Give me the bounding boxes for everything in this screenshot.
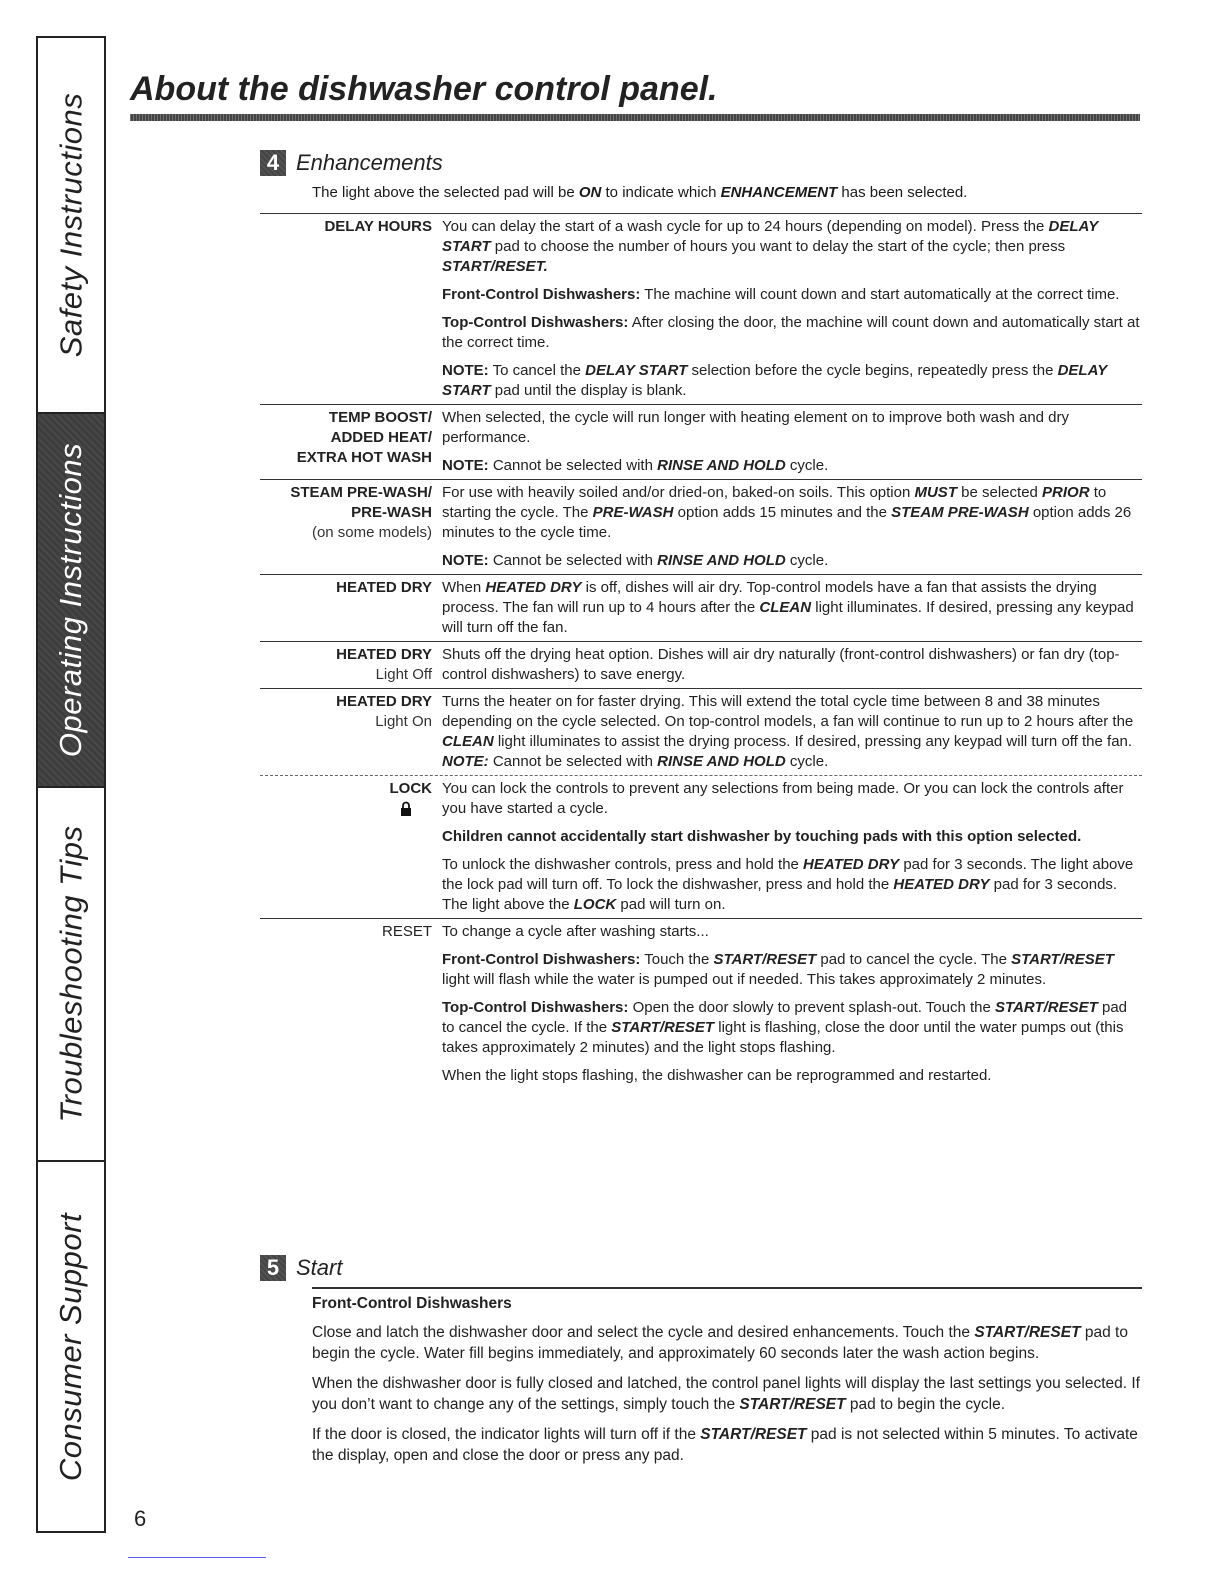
emphasis: PRIOR [1042,484,1090,501]
label: Front-Control Dishwashers: [442,286,641,303]
text: Close and latch the dishwasher door and select the cycle and desired enhancements. Touch the [312,1324,975,1341]
paragraph [442,578,1142,638]
text: For use with heavily soiled and/or dried-on, baked-on soils. This option [442,484,915,501]
enhancement-row-heated-dry [260,574,1142,641]
label: NOTE: [442,362,489,379]
emphasis: START/RESET [974,1324,1081,1341]
term [260,692,442,772]
text: pad to cancel the cycle. The [816,951,1012,968]
term [260,645,442,685]
text: light will flash while the water is pumped out if needed. This takes approximately 2 minutes. [442,971,1047,988]
text: After closing the door, the machine will count down and automatically start at the correct time. [442,314,1140,351]
paragraph [442,456,1142,476]
paragraph [442,483,1142,543]
definition [442,217,1142,401]
section-5-body [312,1293,1152,1475]
term-label: HEATED DRY [336,579,432,596]
emphasis: RINSE AND HOLD [657,753,786,770]
paragraph [312,1373,1152,1415]
text: Cannot be selected with [488,457,658,474]
term-label: RESET [381,923,432,940]
warning-paragraph: Children cannot accidentally start dishwasher by touching pads with this option selected. [442,828,1082,845]
term-label: LOCK [389,780,432,797]
enhancement-row-temp-boost [260,404,1142,479]
term-label: TEMP BOOST/ [328,409,432,426]
footer-link-line [128,1557,266,1558]
text: Turns the heater on for faster drying. This will extend the total cycle time between 8 and 38 minutes depending on the cycle selected. On top-control models, a fan will continue to run up to 2 hours after the [442,693,1134,730]
emphasis: START/RESET [713,951,817,968]
paragraph [442,313,1142,353]
text: Touch the [640,951,714,968]
page-number: 6 [134,1506,147,1531]
text: Cannot be selected with [488,552,658,569]
text: pad to cancel the cycle. If the [442,999,1128,1036]
emphasis: START/RESET [611,1019,715,1036]
enhancement-row-lock [260,775,1142,918]
emphasis: CLEAN [759,599,812,616]
paragraph [312,1322,1152,1364]
text: To unlock the dishwasher controls, press and hold the [442,856,804,873]
term [260,922,442,1086]
term-label: PRE-WASH [351,504,432,521]
emphasis: RINSE AND HOLD [657,552,786,569]
text: pad to begin the cycle. [845,1396,1006,1413]
term-label: HEATED DRY [336,646,432,663]
emphasis: STEAM PRE-WASH [891,504,1029,521]
enhancements-table [260,213,1142,1089]
paragraph [442,217,1142,277]
text: pad to begin the cycle. Water fill begins immediately, and approximately 60 seconds later the wash action begins. [312,1324,1128,1362]
enhancement-row-steam-pre-wash [260,479,1142,574]
text: To cancel the [488,362,586,379]
definition [442,408,1142,476]
tab-operating-instructions[interactable] [38,412,104,786]
section-5-rule [312,1287,1142,1289]
tab-label: Consumer Support [53,1212,88,1481]
text: If the door is closed, the indicator lights will turn off if the [312,1426,701,1443]
term-label: DELAY HOURS [324,218,432,235]
paragraph: Shuts off the drying heat option. Dishes will air dry naturally (front-control dishwashers) or fan dry (top-control dishwashers) to save energy. [442,646,1120,683]
text: cycle. [785,753,829,770]
paragraph [442,692,1142,772]
paragraph [442,855,1142,915]
emphasis: HEATED DRY [893,876,990,893]
tab-troubleshooting-tips[interactable] [38,786,104,1160]
emphasis: START/RESET [739,1396,846,1413]
text: option adds 15 minutes and the [673,504,892,521]
text: light is flashing, close the door until the water pumps out (this takes approximately 2 minutes) and the light stops flashing. [442,1019,1124,1056]
section-number-badge: 4 [260,150,286,176]
text: pad until the display is blank. [490,382,687,399]
definition [442,645,1142,685]
enhancement-row-heated-dry-light-on [260,688,1142,775]
text: be selected [956,484,1043,501]
definition [442,779,1142,915]
page-title: About the dishwasher control panel. [130,70,718,108]
text: The machine will count down and start automatically at the correct time. [640,286,1120,303]
term [260,483,442,571]
definition [442,692,1142,772]
emphasis: DELAY START [442,218,1098,255]
text: You can delay the start of a wash cycle for up to 24 hours (depending on model). Press the [442,218,1049,235]
paragraph [442,285,1142,305]
definition [442,483,1142,571]
text: light illuminates to assist the drying process. If desired, pressing any keypad will turn off the fan. [493,733,1133,750]
term-label: ADDED HEAT/ [330,429,432,446]
term-label: STEAM PRE-WASH/ [290,484,432,501]
text: When [442,579,486,596]
text: is off, dishes will air dry. Top-control models have a fan that assists the drying process. The fan will run up to 4 hours after the [442,579,1097,616]
text: light illuminates. If desired, pressing any keypad will turn off the fan. [442,599,1134,636]
section-title: Enhancements [296,150,443,175]
emphasis: PRE-WASH [592,504,674,521]
emphasis: START/RESET [1011,951,1114,968]
emphasis: NOTE: [442,753,489,770]
definition [442,922,1142,1086]
text: to starting the cycle. The [442,484,1107,521]
emphasis: START/RESET. [442,258,548,275]
text: pad to choose the number of hours you want to delay the start of the cycle; then press [490,238,1066,255]
side-tab-bar [36,36,106,1533]
text: Open the door slowly to prevent splash-out. Touch the [628,999,996,1016]
text: Cannot be selected with [488,753,658,770]
term-label: EXTRA HOT WASH [296,449,432,466]
section-title: Start [296,1255,343,1280]
text: pad for 3 seconds. The light above the [442,876,1118,913]
definition [442,578,1142,638]
emphasis: START/RESET [995,999,1098,1016]
paragraph: You can lock the controls to prevent any selections from being made. Or you can lock the controls after you have started a cycle. [442,780,1124,817]
section-4-intro [312,184,967,201]
term-label: HEATED DRY [336,693,432,710]
text: The light above the selected pad will be [312,184,579,201]
text: cycle. [785,457,829,474]
term-sublabel: Light On [375,713,432,730]
enhancement-row-heated-dry-light-off [260,641,1142,688]
tab-safety-instructions[interactable] [38,38,104,412]
tab-label: Safety Instructions [53,92,89,358]
emphasis: CLEAN [442,733,494,750]
text: cycle. [785,552,829,569]
term [260,578,442,638]
text: selection before the cycle begins, repeatedly press the [687,362,1058,379]
label: NOTE: [442,457,489,474]
subheading: Front-Control Dishwashers [312,1295,512,1312]
emphasis: MUST [914,484,957,501]
paragraph [442,361,1142,401]
padlock-icon [400,801,412,823]
emphasis: ENHANCEMENT [720,184,838,201]
text: option adds 26 minutes to the cycle time. [442,504,1132,541]
label: Top-Control Dishwashers: [442,999,629,1016]
section-5-header [260,1255,342,1281]
label: NOTE: [442,552,489,569]
paragraph [442,551,1142,571]
tab-consumer-support[interactable] [38,1160,104,1531]
emphasis: RINSE AND HOLD [657,457,786,474]
text: has been selected. [837,184,968,201]
text: When the dishwasher door is fully closed and latched, the control panel lights will display the last settings you selected. If you don’t want to change any of the settings, simply touch the [312,1375,1140,1413]
text: pad will turn on. [616,896,726,913]
label: Top-Control Dishwashers: [442,314,629,331]
term [260,408,442,476]
tab-label: Troubleshooting Tips [53,825,89,1123]
emphasis: DELAY START [585,362,688,379]
emphasis: ON [578,184,602,201]
text: to indicate which [601,184,721,201]
paragraph [312,1424,1152,1466]
label: Front-Control Dishwashers: [442,951,641,968]
paragraph [442,950,1142,990]
paragraph: When the light stops flashing, the dishwasher can be reprogrammed and restarted. [442,1067,992,1084]
emphasis: LOCK [573,896,617,913]
term-sublabel: Light Off [375,666,432,683]
paragraph: To change a cycle after washing starts... [442,923,709,940]
emphasis: DELAY START [442,362,1108,399]
enhancement-row-reset [260,918,1142,1089]
text: pad for 3 seconds. The light above the lock pad will turn off. To lock the dishwasher, press and hold the [442,856,1134,893]
term [260,779,442,915]
emphasis: START/RESET [700,1426,807,1443]
paragraph [442,998,1142,1058]
section-number-badge: 5 [260,1255,286,1281]
term-sublabel: (on some models) [311,524,432,541]
emphasis: HEATED DRY [485,579,582,596]
section-4-header [260,150,443,176]
enhancement-row-delay-hours [260,213,1142,404]
paragraph: When selected, the cycle will run longer with heating element on to improve both wash and dry performance. [442,409,1070,446]
term [260,217,442,401]
tab-label: Operating Instructions [53,442,89,758]
text: pad is not selected within 5 minutes. To activate the display, open and close the door or press any pad. [312,1426,1138,1464]
title-rule [130,114,1140,121]
emphasis: HEATED DRY [803,856,900,873]
